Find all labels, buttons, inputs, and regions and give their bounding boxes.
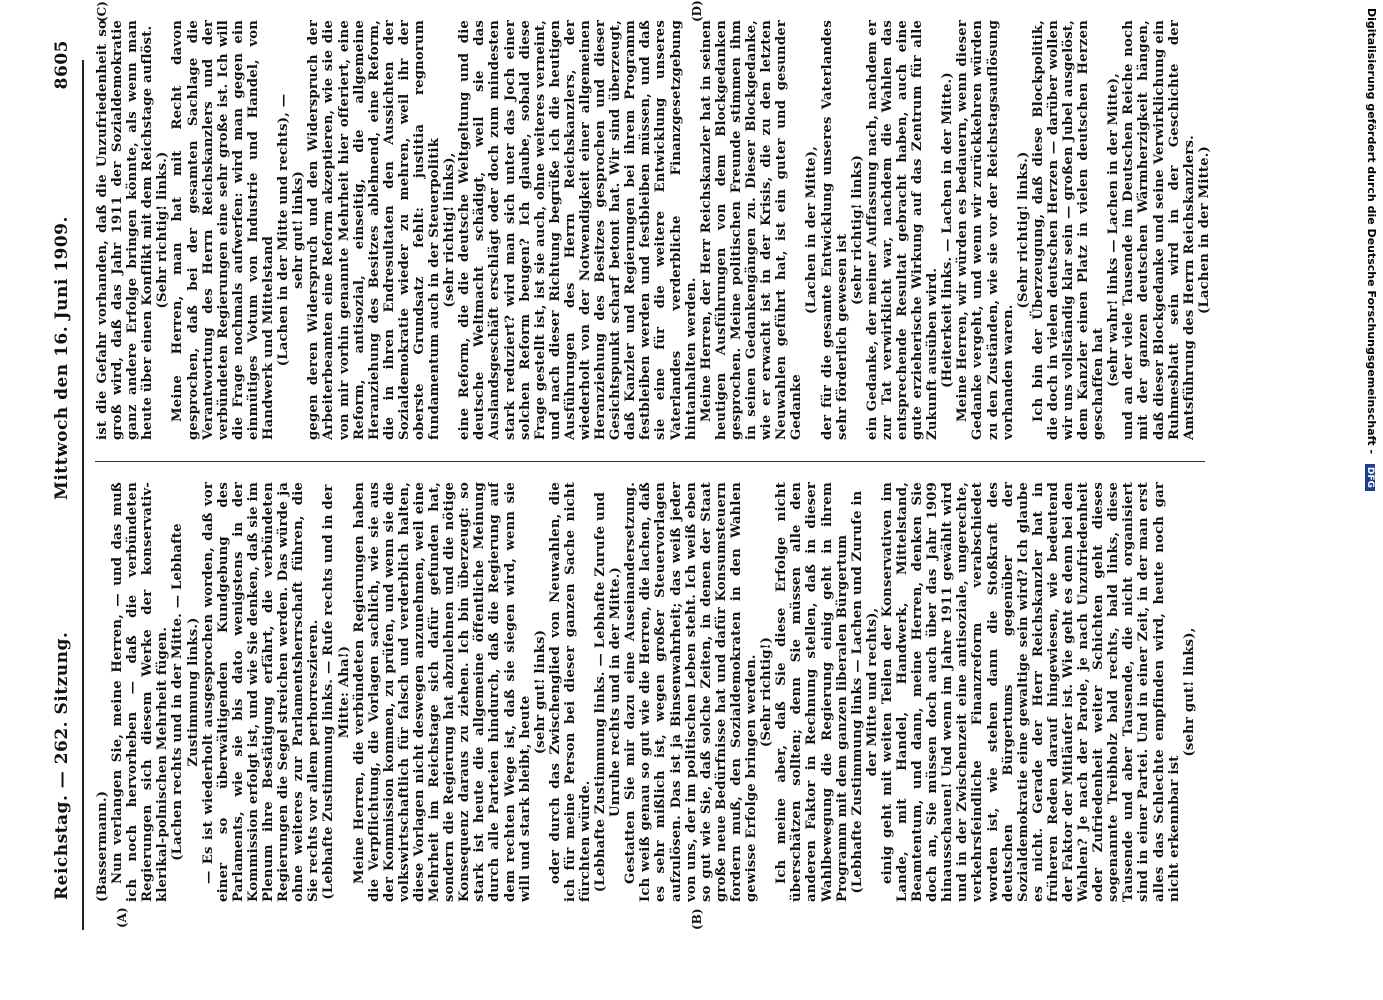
interjection: (Lebhafte Zustimmung links — Lachen und Zurufe in der Mitte und rechts), [849, 490, 880, 894]
margin-marker-c: (C) [95, 1, 109, 22]
interjection: (Sehr richtig! links.) [155, 151, 171, 309]
interjection: (Lebhafte Zustimmung links. — Rufe rechts und in der Mitte: Aha!) [321, 484, 352, 900]
interjection: (Heiterkeit links. — Lachen in der Mitte.) [940, 72, 956, 388]
paragraph: der für die gesamte Entwicklung unseres Vaterlandes sehr förderlich gewesen ist [819, 20, 850, 440]
credit-text: Digitalisierung gefördert durch die Deutsche Forschungsgemeinschaft - [1365, 8, 1378, 455]
interjection: (Lachen in der Mitte und rechts), — [276, 93, 292, 367]
dfg-logo: DFG [1365, 464, 1375, 491]
paragraph: — Es ist wiederholt ausgesprochen worden, daß vor einer so überwältigenden Kundgebung des Parlaments, wie sie bis dato wenigstens in der Kommission erfolgt ist, und wie Sie denken, daß sie im Plenum ihre Bestätigung erfährt, die verbündeten Regierungen die Segel streichen werden. Das würde ja ohne weiteres zur Parlamentsherrschaft führen, die Sie rechts vor allem perhorreszieren. [200, 482, 322, 902]
interjection: (Sehr richtig! links.) [1015, 151, 1031, 309]
interjection: (sehr gut! links) [532, 629, 548, 755]
margin-marker-a: (A) [115, 907, 129, 928]
header-rule [82, 60, 84, 930]
paragraph: und an der viele Tausende im Deutschen Reiche noch mit der ganzen deutschen Wärmherzigkeit hängen, daß dieser Blockgedanke und seine Verwirklichung ein Ruhmesblatt sein wird in der Geschichte der Amtsführung des Herrn Reichskanzlers. [1121, 20, 1197, 440]
interjection: (sehr gut! links), [1181, 627, 1197, 757]
paragraph: Meine Herren, der Herr Reichskanzler hat in seinen heutigen Ausführungen von dem Blockgedanken gesprochen. Meine politischen Freunde stimmen ihm in seinen Gedankengängen zu. Dieser Blockgedanke, wie er erwacht ist in der Krisis, die zu den letzten Neuwahlen geführt hat, ist ein guter und gesunder Gedanke [698, 20, 805, 440]
page-header [52, 40, 80, 970]
paragraph: einig geht mit weiten Teilen der Konservativen im Lande, mit Handel, Handwerk, Mittelstand, Beamtentum, und dann, meine Herren, denken Sie doch an, Sie müssen doch auch über das Jahr 1909 hinausschauen! Und wenn im Jahre 1911 gewählt wird und in der Zwischenzeit eine antisoziale, ungerechte, verkehrsfeindliche Finanzreform verabschiedet worden ist, wie stehen dann die Stoßkraft des deutschen Bürgertums gegenüber der Sozialdemokratie eine gewaltige sein wird? Ich glaube es nicht. Gerade der Herr Reichskanzler hat in früheren Reden darauf hingewiesen, wie bedeutend der Faktor der Mitläufer ist. Wie geht es denn bei den Wahlen? Je nach der Parole, je nach Unzufriedenheit oder Zufriedenheit weiter Schichten geht dieses sogenannte Treibholz bald rechts, bald links, diese Tausende und aber Tausende, die nicht organisiert sind in einer Partei. Und in einer Zeit, in der man erst alles das Schlechte empfinden wird, heute noch gar nicht erkennbar ist [879, 482, 1182, 902]
header-date: Mittwoch den 16. Juni 1909. [52, 216, 72, 500]
margin-marker-d: (D) [690, 0, 704, 22]
paragraph: oder durch das Zwischenglied von Neuwahlen, die ich für meine Person bei dieser ganzen Sache nicht fürchten würde. [547, 482, 593, 902]
interjection: (Sehr richtig!) [759, 636, 775, 748]
page-number: 8605 [52, 40, 72, 90]
paragraph: ist die Gefahr vorhanden, daß die Unzufriedenheit so groß wird, daß das Jahr 1911 der Sozialdemokratie ganz andere Erfolge bringen könnte, als wenn man heute über einen Konflikt mit dem Reichstage auflöst. [95, 20, 156, 440]
speaker-name: (Bassermann.) [95, 790, 110, 902]
paragraph: Meine Herren, man hat mit Recht davon gesprochen, daß bei der gesamten Sachlage die Verantwortung des Herrn Reichskanzlers und der verbündeten Regierungen eine sehr große ist. Ich will die Frage nochmals aufwerfen: wird man gegen ein einmütiges Votum von Industrie und Handel, von Handwerk und Mittelstand [170, 20, 277, 440]
interjection: (sehr richtig! links) [849, 154, 865, 306]
paragraph: ein Gedanke, der meiner Auffassung nach, nachdem er zur Tat verwirklicht war, nachdem die Wahlen das entsprechende Resultat gebracht haben, auch eine gute erzieherische Wirkung auf das Zentrum für alle Zukunft ausüben wird. [864, 20, 941, 440]
interjection: sehr gut! links) [291, 171, 307, 289]
right-column [95, 20, 1255, 440]
column-divider [95, 461, 1205, 462]
interjection: (Lachen rechts und in der Mitte. — Lebhafte Zustimmung links.) [170, 523, 201, 861]
header-session: Reichstag. — 262. Sitzung. [52, 631, 72, 900]
margin-marker-b: (B) [690, 908, 704, 930]
paragraph: Ich bin der Überzeugung, daß diese Blockpolitik, die doch in vielen deutschen Herzen — darüber wollen wir uns vollständig klar sein — großen Jubel ausgelöst, dem Kanzler einen Platz in vielen deutschen Herzen geschaffen hat [1030, 20, 1107, 440]
paragraph: Ich meine aber, daß Sie diese Erfolge nicht überschätzen sollten; denn Sie müssen alle den anderen Faktor in Rechnung stellen, daß in dieser Wahlbewegung die Regierung einig geht in ihrem Programm mit dem ganzen liberalen Bürgertum [774, 482, 850, 902]
paragraph: gegen deren Widerspruch und den Widerspruch der Arbeiterbeamten eine Reform akzeptieren, wie sie die von mir vorhin genannte Mehrheit hier offeriert, eine Reform, antisozial, einseitig, die allgemeine Heranziehung des Besitzes ablehnend, eine Reform, die in ihren Endresultaten den Aussichten der Sozialdemokratie wieder zu mehren, weil ihr der oberste Grundsatz fehlt: justitia regnorum fundamentum auch in der Steuerpolitik [306, 20, 443, 440]
interjection: (Lebhafte Zustimmung links. — Lebhafte Zurufe und Unruhe rechts und in der Mitte.) [593, 491, 624, 893]
interjection: (sehr richtig! links), [442, 152, 458, 308]
digitization-credit [1356, 8, 1378, 998]
paragraph: Meine Herren, wir würden es bedauern, wenn dieser Gedanke vergeht, und wenn wir zurückkehren würden zu den Zuständen, wie sie vor der Reichstagsauflösung vorhanden waren. [955, 20, 1016, 440]
interjection: (Lachen in der Mitte.) [1196, 146, 1212, 314]
left-column [95, 482, 1255, 902]
interjection: (sehr wahr! links — Lachen in der Mitte), [1106, 72, 1122, 388]
paragraph: Gestatten Sie mir dazu eine Auseinandersetzung. Ich weiß genau so gut wie die Herren, die lachen, daß es sehr mißlich ist, wegen großer Steuervorlagen aufzulösen. Das ist ja Binsenwahrheit; das weiß jeder von uns, der im politischen Leben steht. Ich weiß eben so gut wie Sie, daß solche Zeiten, in denen der Staat große neue Bedürfnisse hat und dafür Konsumsteuern fordern muß, den Sozialdemokraten in den Wahlen gewisse Erfolge bringen werden. [623, 482, 760, 902]
paragraph: eine Reform, die die deutsche Weltgeltung und die deutsche Weltmacht schädigt, weil sie das Auslandsgeschäft erschlägt oder doch zum mindesten stark reduziert? wird man sich unter das Joch einer solchen Reform beugen? Ich glaube, sobald diese Frage gestellt ist, ist sie auch, ohne weiteres verneint, und nach dieser Richtung begrüße ich die heutigen Ausführungen des Herrn Reichskanzlers, der wiederholt von der Notwendigkeit einer allgemeinen Heranziehung des Besitzes gesprochen und dieser Gesichtspunkt scharf betont hat. Wir sind überzeugt, daß Kanzler und Regierungen bei ihrem Programm festbleiben werden und festbleiben müssen, und daß sie eine für die weitere Entwicklung unseres Vaterlandes verderbliche Finanzgesetzgebung hintanhalten werden. [457, 20, 699, 440]
paragraph: Meine Herren, die verbündeten Regierungen haben die Verpflichtung, die Vorlagen sachlich, wie sie aus der Kommission kommen, zu prüfen, und wenn sie die volkswirtschaftlich für falsch und verderblich halten, diese Vorlagen nicht deswegen anzunehmen, weil eine Mehrheit im Reichstage sich dafür gefunden hat, sondern die Regierung hat abzulehnen und die nötige Konsequenz daraus zu ziehen. Ich bin überzeugt: so stark ist heute die allgemeine öffentliche Meinung durch alle Parteien hindurch, daß die Regierung auf dem rechten Wege ist, daß sie siegen wird, wenn sie will und stark bleibt, heute [351, 482, 533, 902]
paragraph: Nun verlangen Sie, meine Herren, — und das muß ich noch hervorheben — daß die verbündeten Regierungen sich diesem Werke der konservativ-klerikal-polnischen Mehrheit fügen. [110, 482, 171, 902]
interjection: (Lachen in der Mitte), [804, 146, 820, 314]
